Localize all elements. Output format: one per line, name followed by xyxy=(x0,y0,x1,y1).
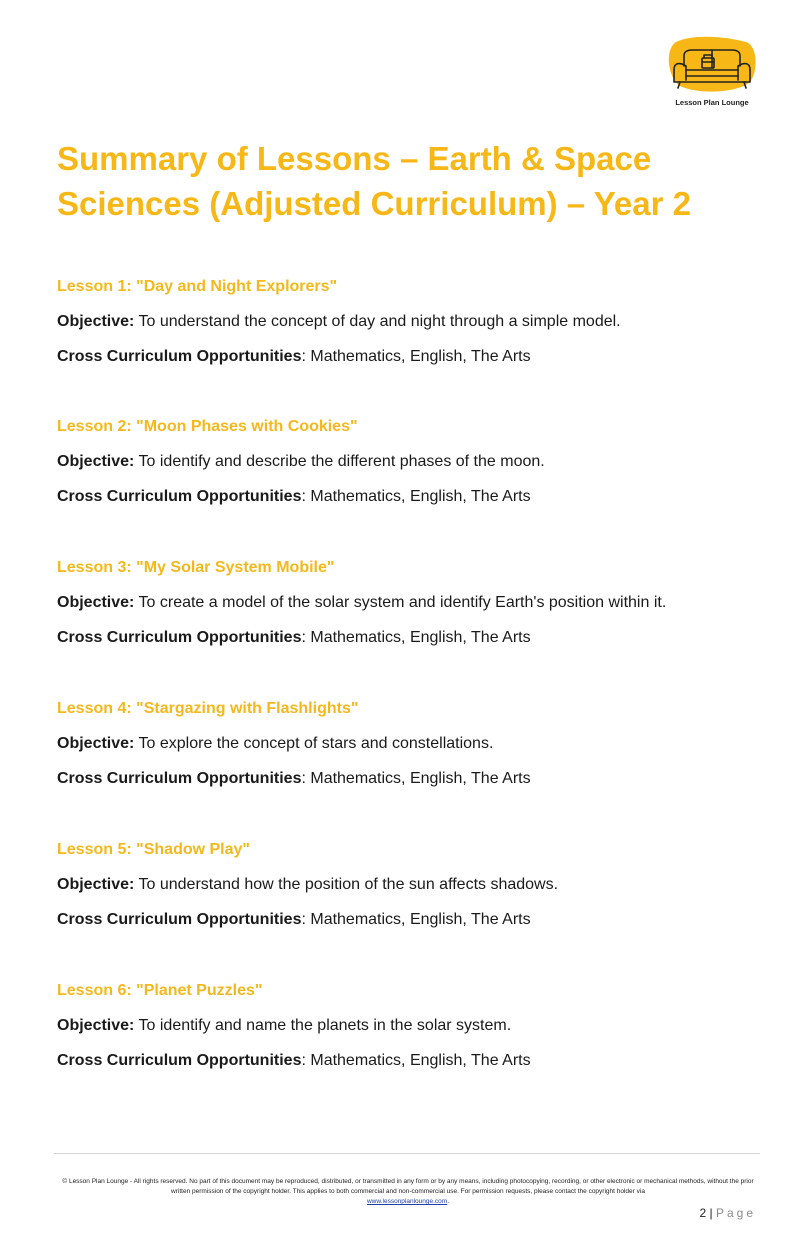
lesson-heading: Lesson 1: "Day and Night Explorers" xyxy=(57,278,338,295)
cross-label: Cross Curriculum Opportunities xyxy=(57,911,302,928)
lesson-heading: Lesson 6: "Planet Puzzles" xyxy=(57,982,263,999)
lesson-heading: Lesson 4: "Stargazing with Flashlights" xyxy=(57,700,359,717)
objective-label: Objective: xyxy=(57,876,135,893)
lesson-objective xyxy=(57,452,545,472)
lesson-objective xyxy=(57,875,558,895)
lesson-cross-curriculum xyxy=(57,769,531,789)
copyright-text: © Lesson Plan Lounge - All rights reserved. No part of this document may be reproduced, distributed, or transmitted in any form or by any means, including photocopying, recording, or other electronic or mechanical methods, without the prior written permission of the copyright holder. This applies to both commercial and non-commercial use. For permission requests, please contact the copyright holder via xyxy=(62,1178,754,1195)
objective-text: To understand how the position of the sun affects shadows. xyxy=(134,876,559,893)
lesson-cross-curriculum xyxy=(57,1051,531,1071)
website-link[interactable]: www.lessonplanlounge.com xyxy=(366,1198,448,1205)
lesson-objective xyxy=(57,593,666,613)
objective-label: Objective: xyxy=(57,1017,135,1034)
lesson-cross-curriculum xyxy=(57,910,531,930)
cross-label: Cross Curriculum Opportunities xyxy=(57,629,302,646)
page-number-value: 2 xyxy=(699,1206,707,1220)
lesson-heading: Lesson 3: "My Solar System Mobile" xyxy=(57,559,335,576)
link-suffix: . xyxy=(447,1198,450,1205)
cross-text: : Mathematics, English, The Arts xyxy=(301,348,531,365)
footer-divider xyxy=(54,1153,760,1154)
lesson-heading: Lesson 5: "Shadow Play" xyxy=(57,841,250,858)
cross-text: : Mathematics, English, The Arts xyxy=(301,770,531,787)
lesson-objective xyxy=(57,312,621,332)
objective-text: To understand the concept of day and night through a simple model. xyxy=(134,313,621,330)
cross-label: Cross Curriculum Opportunities xyxy=(57,488,302,505)
page-title: Summary of Lessons – Earth & Space Sciences (Adjusted Curriculum) – Year 2 xyxy=(57,140,691,222)
objective-text: To identify and name the planets in the solar system. xyxy=(134,1017,512,1034)
page-label: Page xyxy=(715,1206,756,1220)
logo-text: Lesson Plan Lounge xyxy=(675,98,749,107)
cross-label: Cross Curriculum Opportunities xyxy=(57,770,302,787)
objective-text: To create a model of the solar system and identify Earth's position within it. xyxy=(134,594,667,611)
cross-text: : Mathematics, English, The Arts xyxy=(301,488,531,505)
objective-label: Objective: xyxy=(57,594,135,611)
objective-text: To identify and describe the different phases of the moon. xyxy=(134,453,545,470)
sofa-icon xyxy=(666,36,758,96)
cross-text: : Mathematics, English, The Arts xyxy=(301,911,531,928)
objective-label: Objective: xyxy=(57,453,135,470)
page-number xyxy=(680,1205,756,1221)
lesson-objective xyxy=(57,1016,511,1036)
lesson-objective xyxy=(57,734,493,754)
lesson-cross-curriculum xyxy=(57,487,531,507)
brand-logo xyxy=(666,36,758,110)
cross-label: Cross Curriculum Opportunities xyxy=(57,1052,302,1069)
lesson-cross-curriculum xyxy=(57,628,531,648)
objective-text: To explore the concept of stars and constellations. xyxy=(134,735,494,752)
cross-text: : Mathematics, English, The Arts xyxy=(301,1052,531,1069)
cross-text: : Mathematics, English, The Arts xyxy=(301,629,531,646)
footer-copyright xyxy=(60,1177,756,1207)
lesson-heading: Lesson 2: "Moon Phases with Cookies" xyxy=(57,418,358,435)
cross-label: Cross Curriculum Opportunities xyxy=(57,348,302,365)
lesson-cross-curriculum xyxy=(57,347,531,367)
objective-label: Objective: xyxy=(57,735,135,752)
page-separator: | xyxy=(706,1206,716,1220)
objective-label: Objective: xyxy=(57,313,135,330)
